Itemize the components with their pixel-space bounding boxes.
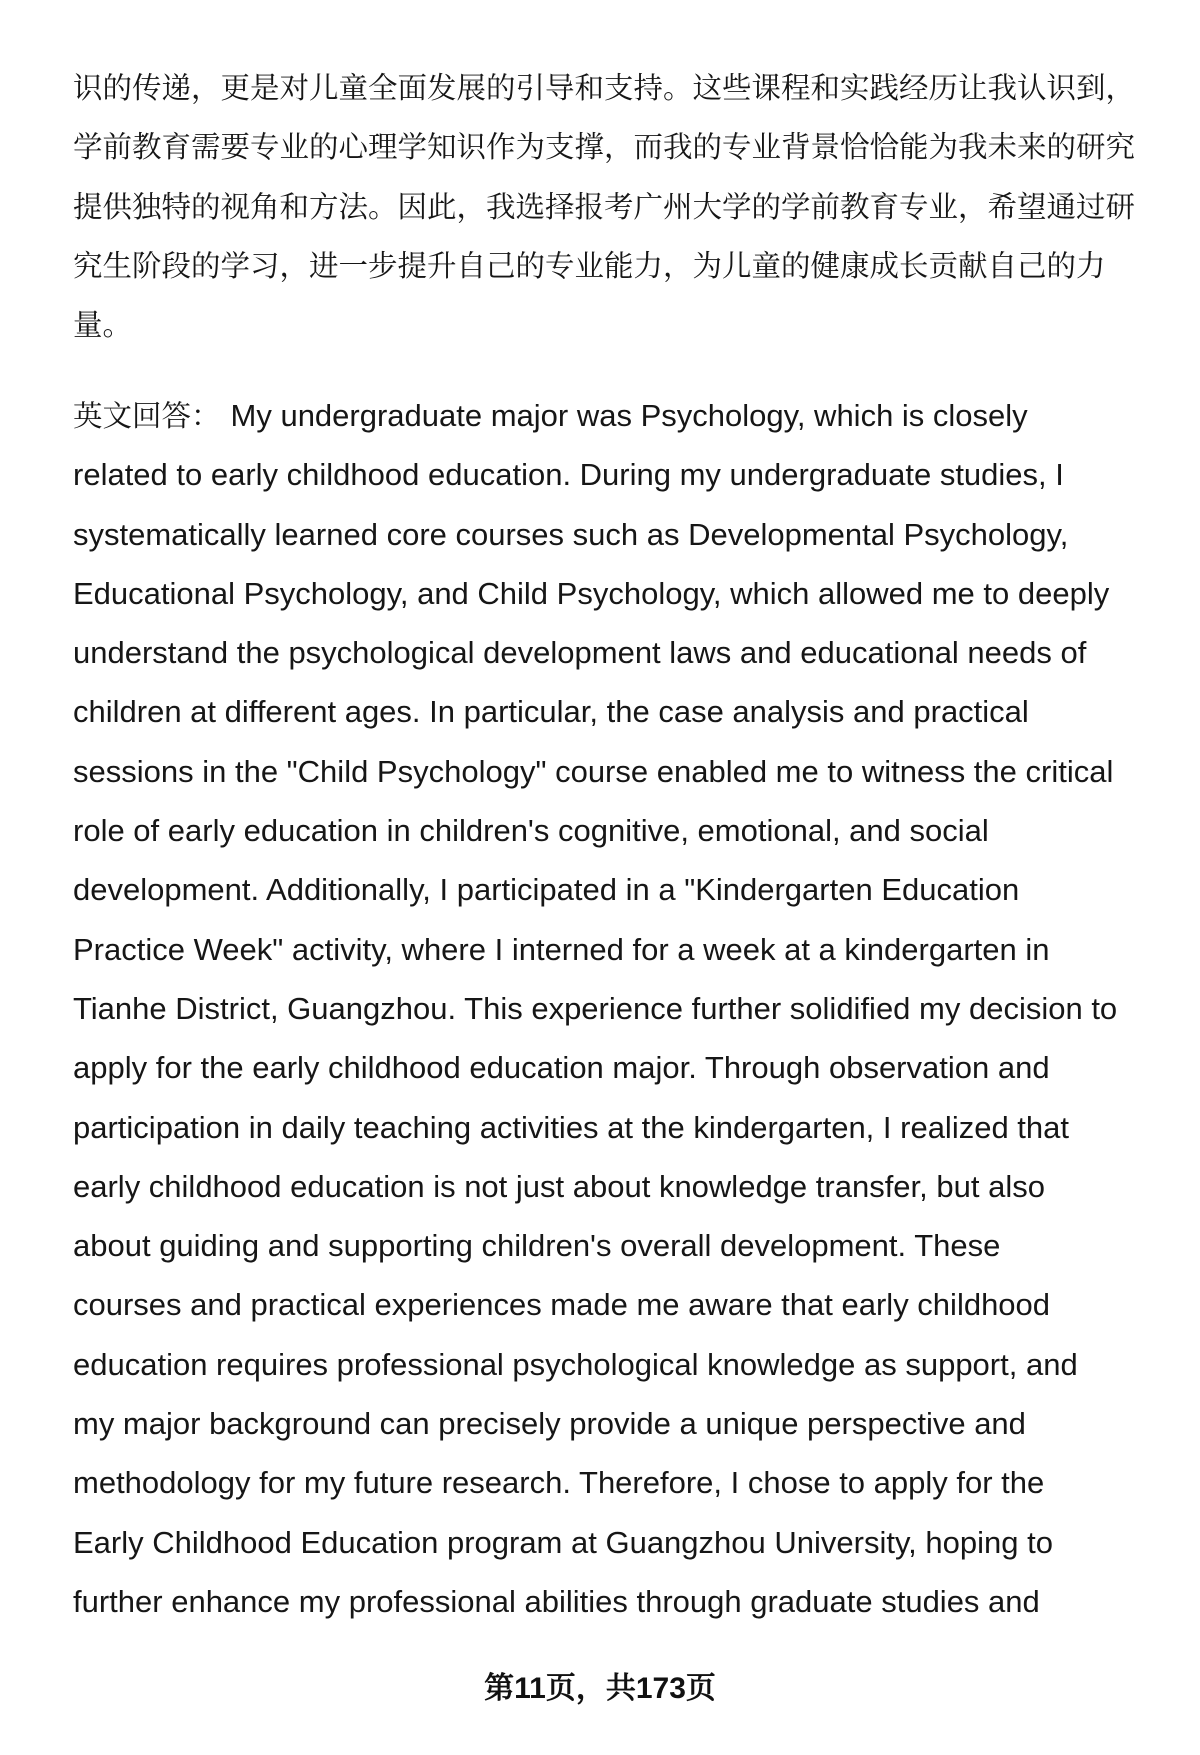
- text-line: my major background can precisely provide a unique perspective and: [73, 1406, 1026, 1442]
- text-line: early childhood education is not just about knowledge transfer, but also: [73, 1168, 1045, 1204]
- text-line: courses and practical experiences made me aware that early childhood: [73, 1287, 1051, 1323]
- text-line: related to early childhood education. During my undergraduate studies, I: [73, 457, 1064, 493]
- text-line: participation in daily teaching activities at the kindergarten, I realized that: [73, 1109, 1070, 1145]
- text-line: systematically learned core courses such as Developmental Psychology,: [73, 516, 1069, 552]
- text-line: Practice Week" activity, where I interned for a week at a kindergarten in: [73, 931, 1050, 967]
- text-line: Tianhe District, Guangzhou. This experience further solidified my decision to: [73, 990, 1118, 1026]
- text-line: Early Childhood Education program at Guangzhou University, hoping to: [73, 1524, 1053, 1560]
- text-line: Educational Psychology, and Child Psychology, which allowed me to deeply: [73, 575, 1110, 611]
- text-line: 提供独特的视角和方法。因此，我选择报考广州大学的学前教育专业，希望通过研: [73, 190, 1136, 224]
- text-line-content: My undergraduate major was Psychology, which is closely: [230, 398, 1028, 433]
- text-line: [73, 386, 1163, 445]
- text-line: further enhance my professional abilities through graduate studies and: [73, 1583, 1040, 1619]
- text-line: children at different ages. In particular, the case analysis and practical: [73, 694, 1029, 730]
- chinese-answer-paragraph: [73, 59, 1163, 355]
- text-line: 量。: [73, 309, 133, 343]
- text-line: 学前教育需要专业的心理学知识作为支撑，而我的专业背景恰恰能为我未来的研究: [73, 131, 1136, 165]
- text-line: about guiding and supporting children's overall development. These: [73, 1228, 1001, 1264]
- text-line: 识的传递，更是对儿童全面发展的引导和支持。这些课程和实践经历让我认识到，: [73, 72, 1136, 105]
- text-line: understand the psychological development laws and educational needs of: [73, 635, 1087, 671]
- english-answer-paragraph: [73, 386, 1163, 1631]
- page-number-footer: 第11页，共173页: [484, 1672, 716, 1705]
- text-line: methodology for my future research. Therefore, I chose to apply for the: [73, 1465, 1045, 1501]
- text-line: sessions in the "Child Psychology" course enabled me to witness the critical: [73, 753, 1114, 789]
- text-line: apply for the early childhood education major. Through observation and: [73, 1050, 1050, 1086]
- text-line: 究生阶段的学习，进一步提升自己的专业能力，为儿童的健康成长贡献自己的力: [73, 249, 1106, 283]
- english-answer-label: 英文回答：: [73, 400, 221, 433]
- text-line: role of early education in children's cognitive, emotional, and social: [73, 813, 989, 849]
- text-line: education requires professional psychological knowledge as support, and: [73, 1346, 1078, 1382]
- text-line: development. Additionally, I participated in a "Kindergarten Education: [73, 872, 1020, 908]
